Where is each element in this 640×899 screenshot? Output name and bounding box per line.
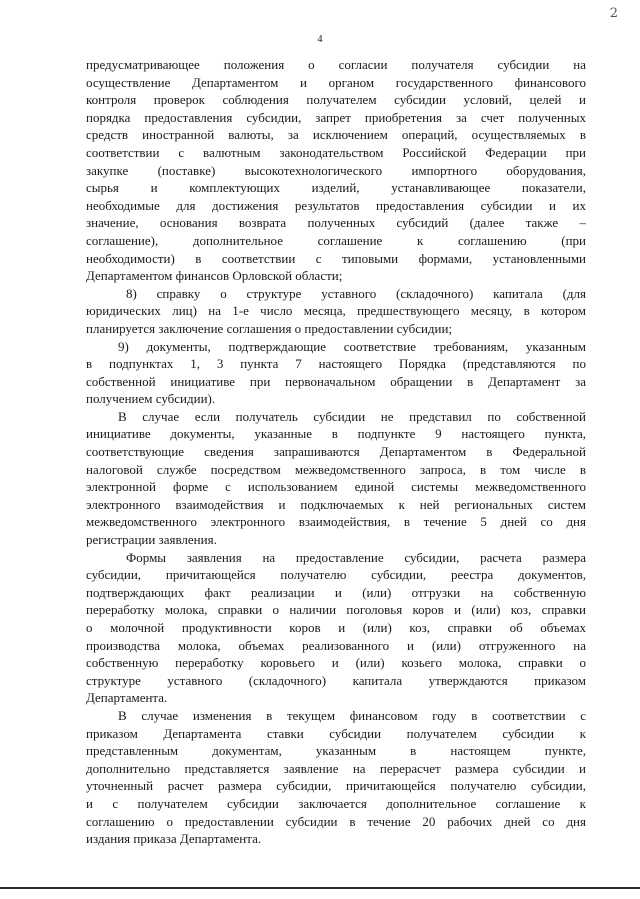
document-body [86, 56, 586, 848]
text-line: необходимости) в соответствии с типовыми формами, установленными [86, 250, 586, 266]
text-line: Департамента. [86, 690, 168, 706]
paragraph-p1 [86, 56, 586, 285]
text-line: и с получателем субсидии заключается дополнительное соглашение к [86, 795, 586, 811]
page-number: 4 [317, 34, 323, 45]
text-line: в подпунктах 1, 3 пункта 7 настоящего Порядка (представляются по [86, 356, 586, 372]
paragraph-p4 [86, 408, 586, 549]
text-line: соглашение), дополнительное соглашение к соглашению (при [86, 232, 586, 248]
text-line: получением субсидии). [86, 391, 216, 407]
text-line: субсидии, причитающейся получателю субсидии, реестра документов, [86, 567, 586, 583]
text-line: осуществление Департаментом и органом государственного финансового [86, 74, 586, 90]
text-line: предусматривающее положения о согласии получателя субсидии на [86, 57, 586, 72]
text-line: закупке (поставке) высокотехнологического импортного оборудования, [86, 162, 586, 178]
text-line: В случае если получатель субсидии не представил по собственной [118, 408, 586, 424]
text-line: межведомственного электронного взаимодействия, в течение 5 дней со дня [86, 514, 586, 530]
text-line: собственную переработку коровьего и (или) козьего молока, справки о [86, 655, 586, 671]
text-line: 8) справку о структуре уставного (складочного) капитала (для [126, 285, 586, 301]
text-line: порядка предоставления субсидии, запрет приобретения за счет полученных [86, 109, 586, 125]
text-line: налоговой службе посредством межведомственного запроса, в том числе в [86, 461, 586, 477]
text-line: контроля проверок соблюдения получателем субсидии условий, целей и [86, 92, 586, 108]
text-line: электронной форме с использованием единой системы межведомственного [86, 479, 586, 495]
text-line: В случае изменения в текущем финансовом году в соответствии с [118, 707, 586, 723]
text-line: значение, основания возврата полученных субсидий (далее также – [86, 215, 586, 231]
page-corner-mark: 2 [609, 6, 618, 21]
text-line: электронного взаимодействия и подключаемых к ней региональных систем [86, 496, 586, 512]
text-line: средств иностранной валюты, за исключением операций, осуществляемых в [86, 127, 586, 143]
text-line: уточненный расчет размера субсидии, причитающейся получателю субсидии, [86, 778, 586, 794]
text-line: представленным документам, указанным в настоящем пункте, [86, 743, 586, 759]
text-line: Формы заявления на предоставление субсидии, расчета размера [126, 549, 586, 565]
text-line: планируется заключение соглашения о предоставлении субсидии; [86, 320, 453, 336]
paragraph-p3 [86, 338, 586, 408]
bottom-divider [0, 887, 640, 889]
text-line: собственной инициативе при первоначальном обращении в Департамент за [86, 373, 586, 389]
text-line: о молочной продуктивности коров и (или) коз, справки об объемах [86, 620, 586, 635]
text-line: юридических лиц) на 1-е число месяца, предшествующего месяцу, в котором [86, 303, 586, 319]
text-line: соглашению о предоставлении субсидии в течение 20 рабочих дней со дня [86, 813, 586, 829]
paragraph-p6 [86, 707, 586, 848]
text-line: подтверждающих факт реализации и (или) отгрузки на собственную [86, 584, 586, 600]
text-line: структуре уставного (складочного) капитала утверждаются приказом [86, 672, 586, 688]
text-line: приказом Департамента ставки субсидии получателем субсидии к [86, 725, 586, 741]
text-line: необходимые для достижения результатов предоставления субсидии и их [86, 197, 586, 213]
text-line: инициативе документы, указанные в подпункте 9 настоящего пункта, [86, 426, 586, 442]
text-line: переработку молока, справки о наличии поголовья коров и (или) коз, справки [86, 602, 586, 618]
text-line: Департаментом финансов Орловской области; [86, 268, 343, 284]
paragraph-p5 [86, 549, 586, 707]
text-line: сырья и комплектующих изделий, устанавливающее показатели, [86, 180, 586, 196]
text-line: производства молока, объемах реализованного и (или) отгруженного на [86, 637, 586, 653]
text-line: издания приказа Департамента. [86, 831, 262, 847]
text-line: соответствующие сведения запрашиваются Департаментом в Федеральной [86, 444, 586, 460]
text-line: 9) документы, подтверждающие соответствие требованиям, указанным [118, 338, 586, 354]
text-line: дополнительно представляется заявление на перерасчет размера субсидии и [86, 760, 586, 776]
text-line: регистрации заявления. [86, 532, 217, 548]
paragraph-p2 [86, 285, 586, 338]
text-line: соответствии с валютным законодательством Российской Федерации при [86, 144, 586, 160]
